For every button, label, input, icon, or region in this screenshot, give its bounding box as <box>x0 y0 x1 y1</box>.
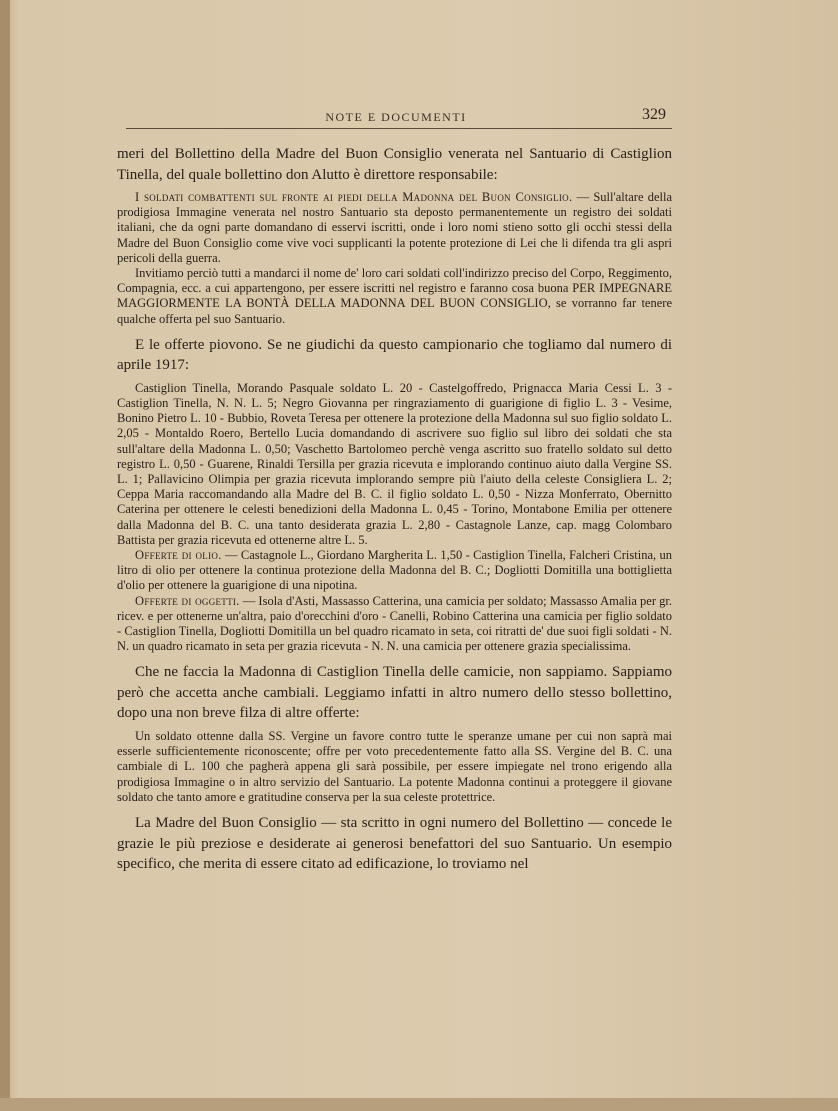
paragraph-offerte: E le offerte piovono. Se ne giudichi da questo campionario che togliamo dal numero di aprile 1917: <box>117 336 672 374</box>
paragraph-intro: meri del Bollettino della Madre del Buon Consiglio venerata nel Santuario di Castiglion Tinella, del quale bollettino don Alutto è direttore responsabile: <box>117 146 672 183</box>
text-body <box>117 144 672 875</box>
quote-soldati-heading: I soldati combattenti sul fronte ai piedi della Madonna del Buon Consiglio. <box>135 190 573 204</box>
page-edge-left <box>0 0 10 1111</box>
quote-soldati-text: — Sull'altare della prodigiosa Immagine venerata nel nostro Santuario sta deposto permanentemente un registro dei soldati italiani, che da ogni parte domandano di esservi iscritti, onde i loro nomi stieno sotto gli occhi stessi della Madre del Buon Consiglio come vive voci supplicanti la potente protezione di Lei che li difenda tra gli aspri pericoli della guerra. <box>117 190 672 265</box>
page-number: 329 <box>642 106 666 123</box>
quote-cambiale: Un soldato ottenne dalla SS. Vergine un favore contro tutte le speranze umane per cui non saprà mai esserle sufficientemente riconoscente; offre per voto precedentemente fatto alla SS. Vergine del B. C. una cambiale di L. 100 che pagherà appena gli sarà possibile, per essere impiegate nel trono erigendo alla prodigiosa Immagine o in altro servizio del Santuario. La potente Madonna continui a proteggere il giovane soldato che tanto amore e gratitudine conserva per la sua celeste protettrice. <box>117 728 672 804</box>
running-title: NOTE E DOCUMENTI <box>325 110 467 124</box>
quote-soldati <box>117 190 672 266</box>
quote-offerte-olio <box>117 548 672 594</box>
quote-olio-text: — Castagnole L., Giordano Margherita L. 1,50 - Castiglion Tinella, Falcheri Cristina, un litro di olio per ottenere la continua protezione della Madonna del B. C.; Dogliotti Domitilla una bottiglietta d'olio per ottenere la guarigione di una nipotina. <box>117 548 672 593</box>
quote-oggetti-text: — Isola d'Asti, Massasso Catterina, una camicia per soldato; Massasso Amalia per gr. ricev. e per ottenerne un'altra, paio d'orecchini d'oro - Canelli, Robino Catterina una camicia per figlio soldato - Castiglion Tinella, Dogliotti Domitilla un bel quadro ricamato in seta, coi ritratti de' due suoi figli soldati - N. N. un quadro ricamato in seta per grazia ricevuta - N. N. una camicia per ottenere grazia specialissima. <box>117 593 672 654</box>
paragraph-camicie: Che ne faccia la Madonna di Castiglion Tinella delle camicie, non sappiamo. Sappiamo però che accetta anche cambiali. Leggiamo infatti in altro numero dello stesso bollettino, dopo una non breve filza di altre offerte: <box>117 664 672 722</box>
header-rule <box>126 128 672 129</box>
quote-olio-heading: Offerte di olio. <box>135 548 222 563</box>
paragraph-madre: La Madre del Buon Consiglio — sta scritto in ogni numero del Bollettino — concede le grazie le più preziose e desiderate ai generosi benefattori del suo Santuario. Un esempio specifico, che merita di essere citato ad edificazione, lo troviamo nel <box>117 815 672 872</box>
quote-invito: Invitiamo perciò tutti a mandarci il nome de' loro cari soldati coll'indirizzo preciso del Corpo, Reggimento, Compagnia, ecc. a cui appartengono, per essere iscritti nel registro e faranno cosa buona PER IMPEGNARE MAGGIORMENTE LA BONTÀ DELLA MADONNA DEL BUON CONSIGLIO, se vorranno far tenere qualche offerta pel suo Santuario. <box>117 266 672 326</box>
quote-offerte-denaro: Castiglion Tinella, Morando Pasquale soldato L. 20 - Castelgoffredo, Prignacca Maria Cessi L. 3 - Castiglion Tinella, N. N. L. 5; Negro Giovanna per ringraziamento di guarigione di figlio L. 3 - Vesime, Bonino Pietro L. 10 - Bubbio, Roveta Teresa per ottenere la protezione della Madonna sul suo figlio soldato L. 2,05 - Montaldo Roero, Bertello Lucia domandando di ascrivere suo figlio sul libro dei soldati che sta sull'altare della Madonna L. 0,50; Vaschetto Bartolomeo perchè venga ascritto suo fratello soldato sul detto registro L. 0,50 - Guarene, Rinaldi Tersilla per grazia ricevuta e implorando continuo aiuto dalla Vergine SS. L. 1; Pallavicino Olimpia per grazia ricevuta implorando sempre più l'aiuto della celeste Consigliera L. 2; Ceppa Maria raccomandando alla Madre del B. C. il figlio soldato L. 0,50 - Nizza Monferrato, Obernitto Caterina per ottenere le celesti benedizioni della Madonna L. 0,45 - Torino, Montabone Emilia per ottenere dalla Madonna del B. C. una tanto desiderata grazia L. 2,80 - Castagnole Lanze, cap. magg Colombaro Battista per grazia ricevuta ed ottenerne altre L. 5. <box>117 380 672 547</box>
page-edge-bottom <box>0 1098 838 1111</box>
page-header <box>120 106 672 130</box>
quote-oggetti-heading: Offerte di oggetti. <box>135 593 240 608</box>
quote-offerte-oggetti <box>117 594 672 655</box>
